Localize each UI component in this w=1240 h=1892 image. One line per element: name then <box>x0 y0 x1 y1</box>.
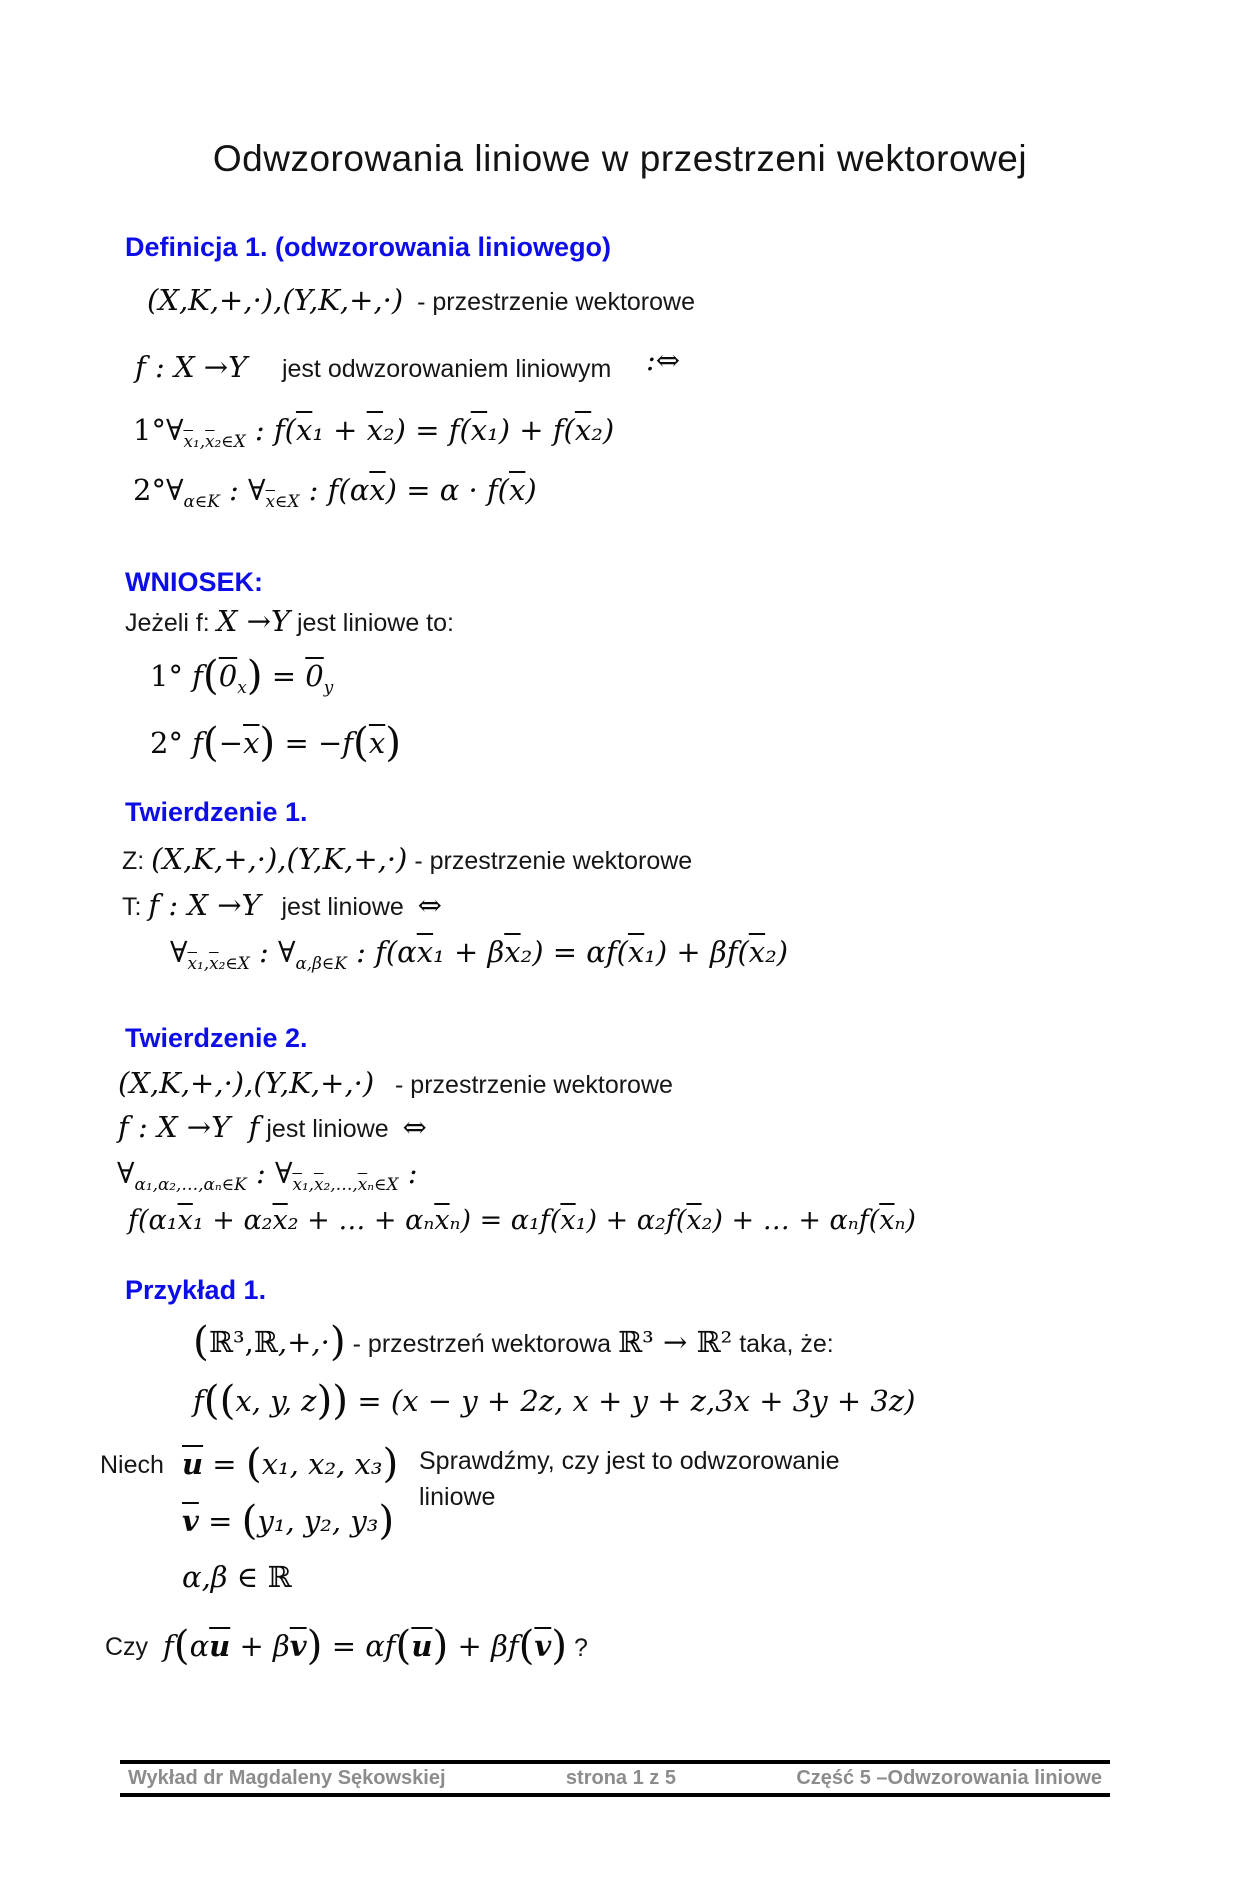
section-przyklad <box>0 1273 1240 1674</box>
page-footer <box>120 1760 1110 1797</box>
twierdzenie1-formula: $\forall_{\overline{x}_1,\overline{x}_2\in X}$ : $\forall_{\alpha,\beta\in K}$ : $f(\alpha\overline{x}_1 + \beta\overline{x}_2) = \alpha f(\overline{x}_1) + \beta f(\overline{x}_2)$ <box>170 935 789 973</box>
przyklad-heading: Przykład 1. <box>125 1275 267 1305</box>
wniosek-intro: Jeżeli f: X →Y jest liniowe to: <box>125 604 454 638</box>
wniosek-property-2: 2° $f(-\overline{x}) = -f(\overline{x})$ <box>150 718 402 766</box>
wniosek-property-1: 1° $f(0_x) = 0_y$ <box>150 651 334 699</box>
przyklad-space-formula: (ℝ³,ℝ,+,·) - przestrzeń wektorowa ℝ³ → ℝ² taka, że: <box>193 1317 834 1365</box>
vector-u-definition: $\overline{u} = (x_1$, x₂, x₃) <box>182 1439 399 1487</box>
alpha-beta-definition: α,β ∈ ℝ <box>182 1560 292 1594</box>
twierdzenie1-thesis: T: f : X →Y jest liniowe ⇔ <box>122 888 442 922</box>
definicja-condition-2: $2^\circ\forall_{\alpha\in K}$ : $\forall_{\overline{x}\in X}$ : $f(\alpha\overline{x}) = \alpha \cdot f(\overline{x})$ <box>133 473 537 511</box>
niech-label: Niech <box>100 1451 164 1479</box>
definicja-mapping-formula: f : X →Y jest odwzorowaniem liniowym :⇔ <box>135 343 681 384</box>
section-definicja <box>0 230 1240 513</box>
twierdzenie2-formula: $f(\alpha_1\overline{x}_1 + \alpha_2\overline{x}_2$ + … + $\alpha_n\overline{x}_n) = \alpha_1f(\overline{x}_1) + \alpha_2f(\overline{x}_2)$ + … + $\alpha_nf(\overline{x}_n)$ <box>128 1205 916 1236</box>
footer-author: Wykład dr Magdaleny Sękowskiej <box>128 1767 446 1789</box>
twierdzenie2-heading: Twierdzenie 2. <box>125 1023 308 1053</box>
definicja-heading: Definicja 1. (odwzorowania liniowego) <box>125 232 612 262</box>
czy-formula: $f(\alpha\overline{u} + \beta\overline{v}) = \alpha f(\overline{u}) + \beta f(\overline{v})$ ? <box>163 1621 588 1669</box>
section-wniosek <box>0 565 1240 769</box>
footer-part-title: Część 5 –Odwzorowania liniowe <box>796 1767 1102 1789</box>
vector-v-definition: $\overline{v} = (y_1$, y₂, y₃) <box>182 1496 395 1544</box>
vector-definitions <box>182 1437 419 1603</box>
czy-block <box>105 1619 1240 1674</box>
page-title: Odwzorowania liniowe w przestrzeni wektorowej <box>212 138 1028 179</box>
twierdzenie1-assumption: Z: (X,K,+,·),(Y,K,+,·) - przestrzenie wektorowe <box>122 842 693 876</box>
section-twierdzenie-2 <box>0 1021 1240 1243</box>
przyklad-function-formula: f((x, y, z)) = (x − y + 2z, x + y + z,3x + 3y + 3z) <box>193 1376 916 1424</box>
footer-page-number: strona 1 z 5 <box>565 1767 676 1789</box>
twierdzenie2-mapping: f : X →Y f jest liniowe ⇔ <box>118 1110 427 1144</box>
check-question-text: Sprawdźmy, czy jest to odwzorowanie liniowe <box>419 1447 840 1511</box>
czy-label: Czy <box>105 1632 149 1661</box>
niech-block <box>100 1437 1240 1603</box>
definicja-vector-spaces-formula: (X,K,+,·),(Y,K,+,·) - przestrzenie wektorowe <box>147 283 695 317</box>
definicja-condition-1: $1^\circ\forall_{\overline{x}_1,\overline{x}_2\in X}$ : $f(\overline{x}_1 + \overline{x}_2) = f(\overline{x}_1) + f(\overline{x}_2)$ <box>133 413 615 451</box>
twierdzenie1-heading: Twierdzenie 1. <box>125 797 308 827</box>
twierdzenie2-quantifiers: $\forall_{\alpha_1,\alpha_2,\dots,\alpha_n\in K}$ : $\forall_{\overline{x}_1,\overline{x}_2,\dots,\overline{x}_n\in X}$ : <box>117 1156 418 1194</box>
twierdzenie2-spaces: (X,K,+,·),(Y,K,+,·) - przestrzenie wektorowe <box>118 1066 673 1100</box>
wniosek-heading: WNIOSEK: <box>125 567 263 597</box>
section-twierdzenie-1 <box>0 795 1240 975</box>
